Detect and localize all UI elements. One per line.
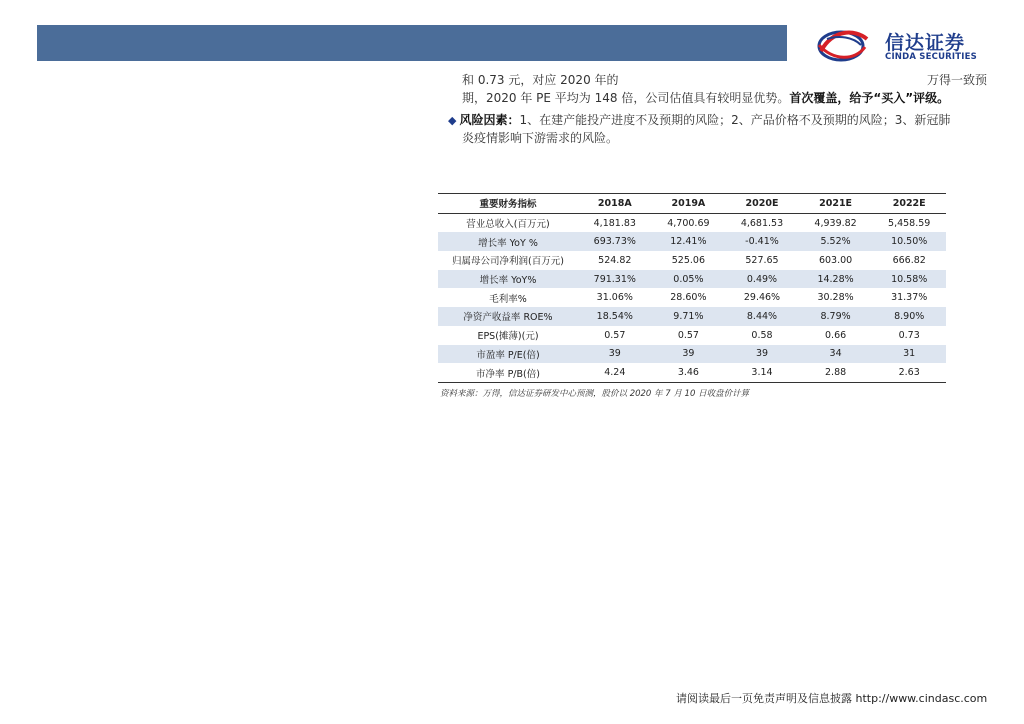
table-cell: 4,939.82 bbox=[814, 217, 857, 229]
body-line-2-text: 期，2020 年 PE 平均为 148 倍，公司估值具有较明显优势。 bbox=[462, 91, 790, 105]
table-cell: 31.37% bbox=[891, 292, 928, 304]
table-row bbox=[438, 363, 946, 382]
table-row bbox=[438, 213, 946, 232]
body-line-1-left: 和 0.73 元，对应 2020 年的 bbox=[462, 73, 619, 87]
table-cell: 增长率 YoY% bbox=[479, 275, 537, 287]
table-cell: 0.73 bbox=[898, 329, 920, 341]
table-cell: 693.73% bbox=[593, 236, 636, 248]
body-line-2 bbox=[462, 89, 949, 107]
financial-indicators-table bbox=[438, 193, 946, 383]
table-cell: 39 bbox=[755, 348, 769, 360]
table-header-cell: 2021E bbox=[819, 197, 853, 209]
table-cell: 28.60% bbox=[670, 292, 707, 304]
table-header-cell: 2019A bbox=[671, 197, 706, 209]
table-cell: 0.58 bbox=[751, 329, 773, 341]
table-cell: 39 bbox=[682, 348, 695, 360]
table-row bbox=[438, 326, 946, 345]
table-cell: 8.79% bbox=[820, 310, 851, 322]
table-cell: 5.52% bbox=[820, 236, 851, 248]
table-row bbox=[438, 288, 946, 307]
risk-text-2: 炎疫情影响下游需求的风险。 bbox=[462, 131, 619, 145]
table-cell: 归属母公司净利润(百万元) bbox=[452, 256, 564, 268]
table-cell: 毛利率% bbox=[489, 293, 527, 305]
table-cell: 0.49% bbox=[746, 273, 778, 285]
logo-chinese-name: 信达证券 bbox=[885, 32, 966, 54]
table-cell: 8.90% bbox=[894, 310, 925, 322]
table-row bbox=[438, 270, 946, 289]
table-cell: 4,700.69 bbox=[667, 217, 710, 229]
table-cell: 营业总收入(百万元) bbox=[466, 219, 550, 231]
table-cell: 2.63 bbox=[898, 367, 920, 379]
risk-text-1: 1、在建产能投产进度不及预期的风险；2、产品价格不及预期的风险；3、新冠肺 bbox=[519, 113, 951, 127]
table-cell: 2.88 bbox=[825, 367, 847, 379]
risk-line-1 bbox=[448, 111, 950, 130]
table-cell: 4.24 bbox=[604, 367, 626, 379]
table-header-cell: 2018A bbox=[597, 197, 632, 209]
table-header-row bbox=[438, 194, 946, 214]
table-cell: 0.66 bbox=[825, 329, 847, 341]
diamond-bullet-icon: ◆ bbox=[448, 114, 457, 127]
footer-disclaimer[interactable]: 请阅读最后一页免责声明及信息披露 http://www.cindasc.com bbox=[676, 692, 988, 705]
table-cell: 525.06 bbox=[671, 254, 706, 266]
cinda-logo bbox=[815, 25, 990, 65]
table-row bbox=[438, 251, 946, 270]
table-cell: 0.57 bbox=[677, 329, 699, 341]
table-cell: 4,181.83 bbox=[593, 217, 636, 229]
body-line-1-right: 万得一致预 bbox=[926, 73, 987, 87]
table-cell: 31.06% bbox=[596, 292, 633, 304]
risk-label: 风险因素： bbox=[459, 113, 520, 127]
table-cell: 34 bbox=[829, 348, 842, 360]
rating-statement: 首次覆盖，给予“买入”评级。 bbox=[789, 91, 950, 105]
table-cell: 0.05% bbox=[673, 273, 704, 285]
risk-line-2 bbox=[462, 129, 618, 147]
cinda-logo-emblem-icon bbox=[815, 25, 883, 65]
table-cell: 29.46% bbox=[743, 292, 781, 304]
table-cell: 31 bbox=[903, 348, 916, 360]
table-row bbox=[438, 307, 946, 326]
table-header-cell: 2022E bbox=[892, 197, 926, 209]
table-cell: 净资产收益率 ROE% bbox=[463, 312, 553, 324]
table-cell: 市盈率 P/E(倍) bbox=[476, 349, 540, 361]
table-cell: 666.82 bbox=[892, 254, 926, 266]
table-cell: 14.28% bbox=[817, 273, 854, 285]
table-cell: 18.54% bbox=[596, 310, 633, 322]
table-header-cell: 重要财务指标 bbox=[479, 199, 537, 211]
header-bar bbox=[37, 25, 787, 61]
table-cell: 39 bbox=[608, 348, 621, 360]
table-cell: 9.71% bbox=[673, 310, 704, 322]
table-cell: 3.46 bbox=[677, 367, 699, 379]
table-cell: 增长率 YoY % bbox=[478, 237, 538, 249]
table-cell: 8.44% bbox=[746, 310, 778, 322]
table-cell: 4,681.53 bbox=[740, 217, 784, 229]
table-cell: 524.82 bbox=[598, 254, 632, 266]
table-cell: 12.41% bbox=[670, 236, 707, 248]
table-cell: 10.50% bbox=[891, 236, 928, 248]
table-row bbox=[438, 232, 946, 251]
table-row bbox=[438, 345, 946, 364]
table-cell: 0.57 bbox=[604, 329, 626, 341]
table-source-note: 资料来源：万得，信达证券研发中心预测，股价以 2020 年 7 月 10 日收盘价计算 bbox=[440, 389, 750, 399]
table-cell: 527.65 bbox=[745, 254, 779, 266]
table-cell: EPS(摊薄)(元) bbox=[477, 331, 539, 343]
table-header-cell: 2020E bbox=[745, 197, 779, 209]
table-cell: -0.41% bbox=[745, 236, 779, 248]
body-line-1 bbox=[462, 71, 987, 89]
table-cell: 30.28% bbox=[817, 292, 854, 304]
table-cell: 10.58% bbox=[891, 273, 928, 285]
table-cell: 5,458.59 bbox=[888, 217, 931, 229]
table-cell: 791.31% bbox=[593, 273, 636, 285]
table-cell: 603.00 bbox=[818, 254, 853, 266]
table-cell: 市净率 P/B(倍) bbox=[476, 368, 540, 380]
logo-english-name: CINDA SECURITIES bbox=[885, 52, 977, 62]
table-cell: 3.14 bbox=[751, 367, 773, 379]
